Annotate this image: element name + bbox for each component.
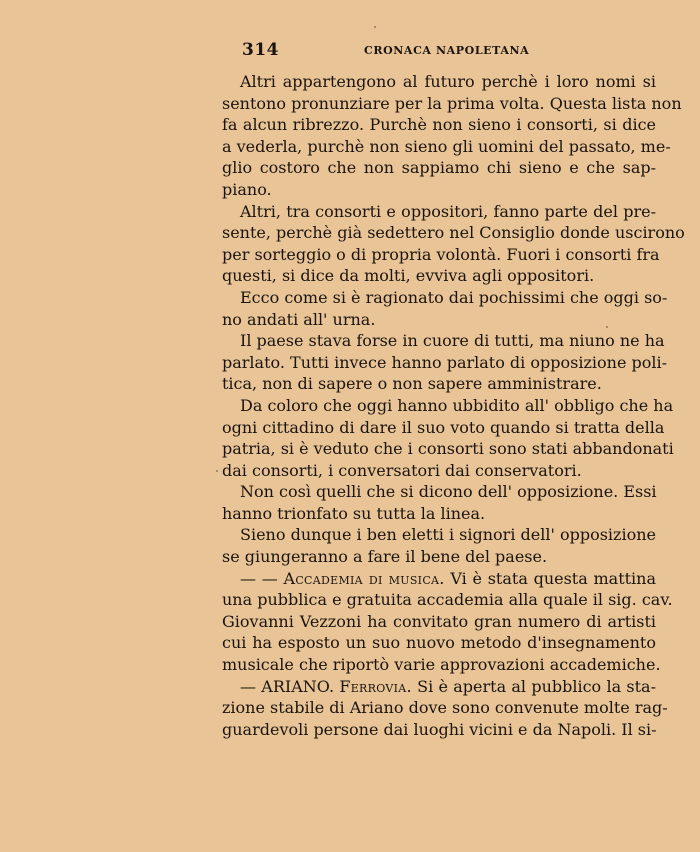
text-line: dai consorti, i conversatori dai conservatori. (222, 460, 582, 480)
paper-speck (606, 326, 608, 328)
section-dash: — — (240, 568, 278, 588)
text-line: zione stabile di Ariano dove sono convenute molte rag- (222, 698, 668, 718)
page-number: 314 (242, 40, 279, 60)
section-heading: Accademia di musica. (283, 568, 445, 588)
text-line: glio costoro che non sappiamo chi sieno e che sap- (222, 158, 656, 178)
text-line: Il paese stava forse in cuore di tutti, ma niuno ne ha (240, 331, 665, 351)
text-line: Altri appartengono al futuro perchè i loro nomi si (240, 72, 656, 91)
text-line: Altri, tra consorti e oppositori, fanno parte del pre- (240, 201, 656, 221)
section-accademia-line (222, 568, 656, 590)
text-line: sentono pronunziare per la prima volta. Questa lista non (222, 93, 682, 113)
text-line: no andati all' urna. (222, 309, 376, 329)
text-line: Vi è stata questa mattina (450, 568, 657, 588)
text-line: fa alcun ribrezzo. Purchè non sieno i consorti, si dice (222, 115, 656, 135)
text-line: Sieno dunque i ben eletti i signori dell' opposizione (240, 525, 656, 545)
section-place: ARIANO. (261, 676, 335, 696)
text-line: Non così quelli che si dicono dell' opposizione. Essi (240, 482, 657, 502)
section-ariano-line (222, 676, 656, 698)
text-line: guardevoli persone dai luoghi vicini e da Napoli. Il si- (222, 719, 657, 739)
text-line: Da coloro che oggi hanno ubbidito all' obbligo che ha (240, 395, 674, 415)
body-text (222, 71, 685, 740)
text-line: patria, si è veduto che i consorti sono stati abbandonati (222, 439, 674, 459)
text-line: hanno trionfato su tutta la linea. (222, 503, 486, 523)
text-line: piano. (222, 179, 272, 199)
paper-speck (216, 470, 218, 472)
paper-speck (374, 26, 376, 28)
text-line: parlato. Tutti invece hanno parlato di opposizione poli- (222, 352, 668, 372)
text-line: per sorteggio o di propria volontà. Fuori i consorti fra (222, 244, 660, 264)
running-title: CRONACA NAPOLETANA (364, 44, 530, 57)
text-line: tica, non di sapere o non sapere amministrare. (222, 374, 602, 394)
text-line: sente, perchè già sedettero nel Consiglio donde uscirono (222, 223, 685, 243)
text-line: Ecco come si è ragionato dai pochissimi che oggi so- (240, 287, 668, 307)
text-line: ogni cittadino di dare il suo voto quando si tratta della (222, 417, 665, 437)
text-line: musicale che riportò varie approvazioni accademiche. (222, 655, 661, 675)
section-dash: — (240, 676, 256, 696)
text-line: Si è aperta al pubblico la sta- (417, 676, 656, 696)
text-line: cui ha esposto un suo nuovo metodo d'insegnamento (222, 633, 656, 653)
text-line: se giungeranno a fare il bene del paese. (222, 547, 548, 567)
page-header (242, 40, 656, 64)
text-line: Giovanni Vezzoni ha convitato gran numero di artisti (222, 611, 656, 631)
text-line: una pubblica e gratuita accademia alla quale il sig. cav. (222, 590, 673, 610)
text-line: a vederla, purchè non sieno gli uomini del passato, me- (222, 136, 671, 156)
text-line: questi, si dice da molti, evviva agli oppositori. (222, 266, 595, 286)
section-heading: Ferrovia. (339, 676, 412, 696)
